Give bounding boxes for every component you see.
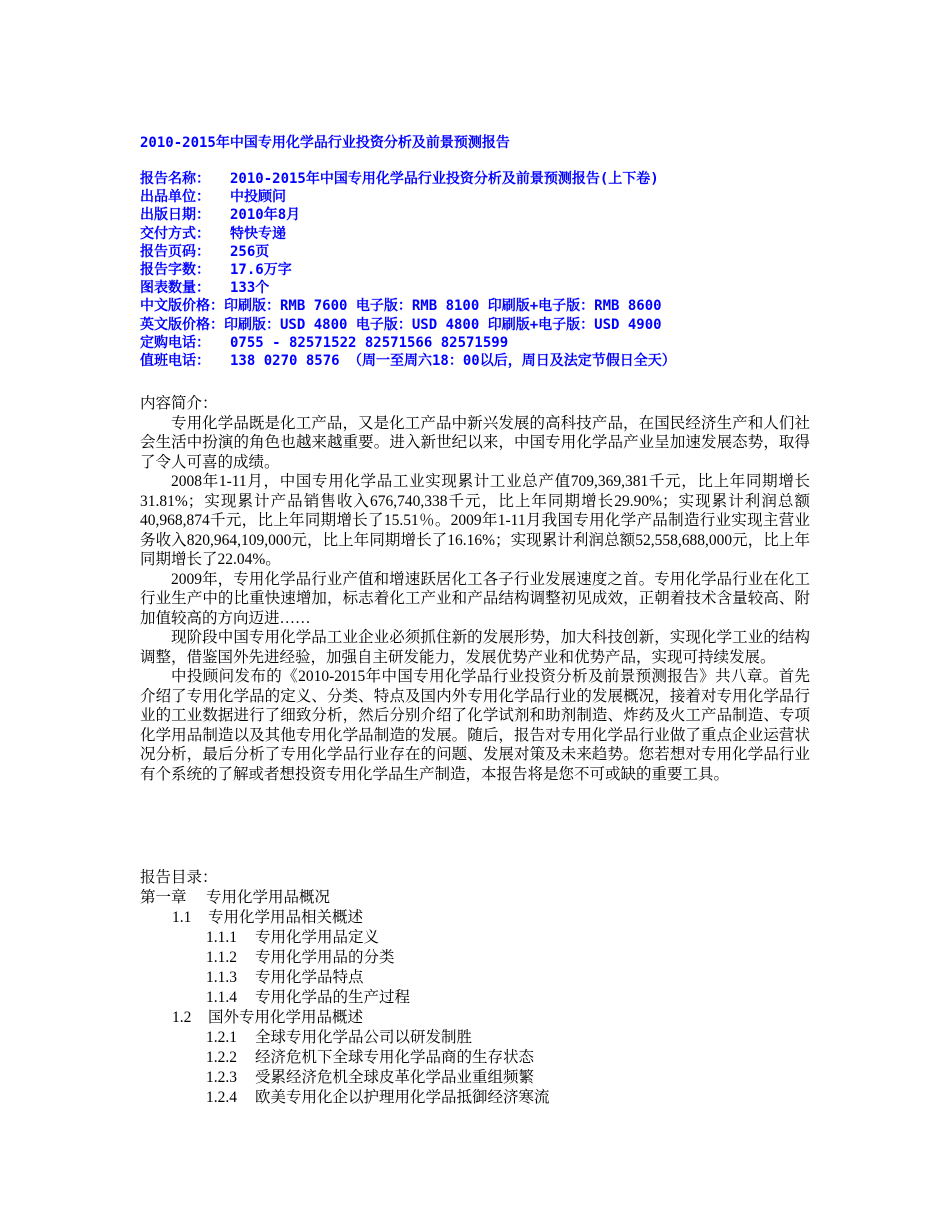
toc-number: 1.1: [172, 909, 192, 926]
meta-value: 印刷版：RMB 7600 电子版：RMB 8100 印刷版+电子版：RMB 8600: [224, 298, 662, 315]
toc-subsection: [140, 948, 810, 968]
meta-row-charts: [140, 279, 676, 297]
toc-text: 国外专用化学用品概述: [208, 1009, 364, 1026]
meta-value: 印刷版：USD 4800 电子版：USD 4800 印刷版+电子版：USD 4900: [224, 316, 662, 333]
meta-row-order-phone: [140, 334, 676, 352]
meta-row-duty-phone: [140, 352, 676, 370]
toc-subsection: [140, 988, 810, 1008]
meta-value: 2010年8月: [230, 207, 301, 224]
meta-row-words: [140, 261, 676, 279]
toc-text: 专用化学用品的分类: [255, 949, 395, 966]
report-meta: [140, 170, 676, 370]
table-of-contents: [140, 868, 810, 1108]
toc-subsection: [140, 928, 810, 948]
meta-key: 出品单位：: [140, 189, 210, 206]
meta-key: 报告名称：: [140, 171, 210, 187]
meta-key: 报告页码：: [140, 243, 210, 260]
toc-text: 全球专用化学品公司以研发制胜: [255, 1029, 473, 1046]
toc-text: 受累经济危机全球皮革化学品业重组频繁: [255, 1069, 535, 1086]
meta-row-pages: [140, 243, 676, 261]
toc-number: 第一章: [140, 889, 187, 906]
toc-heading: 报告目录：: [140, 869, 218, 886]
meta-key: 值班电话：: [140, 352, 210, 369]
meta-row-name: [140, 170, 676, 188]
meta-value: 17.6万字: [230, 261, 292, 278]
toc-number: 1.1.1: [206, 929, 237, 946]
meta-row-delivery: [140, 225, 676, 243]
intro-paragraph: 现阶段中国专用化学品工业企业必须抓住新的发展形势，加大科技创新，实现化学工业的结构调整，借鉴国外先进经验，加强自主研发能力，发展优势产业和优势产品，实现可持续发展。: [140, 629, 810, 666]
toc-number: 1.2.4: [206, 1089, 237, 1106]
meta-value: 特快专递: [230, 225, 286, 242]
toc-subsection: [140, 1048, 810, 1068]
toc-number: 1.2.1: [206, 1029, 237, 1046]
toc-chapter: [140, 888, 810, 908]
toc-number: 1.1.4: [206, 989, 237, 1006]
toc-number: 1.2.2: [206, 1049, 237, 1066]
toc-section: [140, 908, 810, 928]
intro-paragraph: 2008年1-11月，中国专用化学品工业实现累计工业总产值709,369,381千元，比上年同期增长31.81%；实现累计产品销售收入676,740,338千元，比上年同期增长29.90%；实现累计利润总额40,968,874千元，比上年同期增长了15.51％。2009年1-11月我国专用化学产品制造行业实现主营业务收入820,964,109,000元，比上年同期增长了16.16%；实现累计利润总额52,558,688,000元，比上年同期增长了22.04%。: [140, 473, 810, 568]
meta-value: 138 0270 8576 （周一至周六18：00以后，周日及法定节假日全天）: [230, 352, 676, 369]
toc-subsection: [140, 1068, 810, 1088]
meta-value: 中投顾问: [230, 189, 286, 206]
toc-subsection: [140, 1028, 810, 1048]
meta-value: 133个: [230, 280, 270, 297]
intro-paragraph: 中投顾问发布的《2010-2015年中国专用化学品行业投资分析及前景预测报告》共八章。首先介绍了专用化学品的定义、分类、特点及国内外专用化学品行业的发展概况，接着对专用化学品行业的工业数据进行了细致分析，然后分别介绍了化学试剂和助剂制造、炸药及火工产品制造、专项化学用品制造以及其他专用化学品制造的发展。随后，报告对专用化学品行业做了重点企业运营状况分析，最后分析了专用化学品行业存在的问题、发展对策及未来趋势。您若想对专用化学品行业有个系统的了解或者想投资专用化学品生产制造，本报告将是您不可或缺的重要工具。: [140, 668, 810, 783]
meta-key: 交付方式：: [140, 225, 210, 242]
meta-row-date: [140, 206, 676, 224]
toc-subsection: [140, 1088, 810, 1108]
intro-paragraph: 2009年，专用化学品行业产值和增速跃居化工各子行业发展速度之首。专用化学品行业在化工行业生产中的比重快速增加，标志着化工产业和产品结构调整初见成效，正朝着技术含量较高、附加值较高的方向迈进……: [140, 570, 810, 627]
meta-value: 0755 - 82571522 82571566 82571599: [230, 334, 509, 351]
meta-key: 定购电话：: [140, 334, 210, 351]
meta-key: 中文版价格：: [140, 298, 224, 315]
toc-text: 专用化学品特点: [255, 969, 364, 986]
meta-value: 256页: [230, 243, 270, 260]
toc-text: 欧美专用化企以护理用化学品抵御经济寒流: [255, 1089, 550, 1106]
toc-text: 专用化学用品定义: [255, 929, 380, 946]
meta-row-cn-price: [140, 297, 676, 315]
meta-value: 2010-2015年中国专用化学品行业投资分析及前景预测报告(上下卷): [230, 171, 659, 187]
toc-number: 1.1.3: [206, 969, 237, 986]
meta-key: 图表数量：: [140, 280, 210, 297]
meta-key: 英文版价格：: [140, 316, 224, 333]
toc-text: 专用化学品的生产过程: [255, 989, 411, 1006]
intro-paragraph: 专用化学品既是化工产品，又是化工产品中新兴发展的高科技产品，在国民经济生产和人们社会生活中扮演的角色也越来越重要。进入新世纪以来，中国专用化学品产业呈加速发展态势，取得了令人可喜的成绩。: [140, 414, 810, 471]
content-intro: [140, 394, 810, 784]
intro-heading: 内容简介：: [140, 395, 218, 412]
meta-key: 出版日期：: [140, 207, 210, 224]
toc-number: 1.2: [172, 1009, 192, 1026]
toc-number: 1.1.2: [206, 949, 237, 966]
meta-key: 报告字数：: [140, 261, 210, 278]
toc-text: 专用化学用品概况: [206, 889, 331, 906]
toc-section: [140, 1008, 810, 1028]
toc-text: 经济危机下全球专用化学品商的生存状态: [255, 1049, 535, 1066]
toc-subsection: [140, 968, 810, 988]
toc-text: 专用化学用品相关概述: [208, 909, 364, 926]
meta-row-en-price: [140, 316, 676, 334]
toc-number: 1.2.3: [206, 1069, 237, 1086]
meta-row-publisher: [140, 188, 676, 206]
report-title: 2010-2015年中国专用化学品行业投资分析及前景预测报告: [140, 135, 510, 151]
